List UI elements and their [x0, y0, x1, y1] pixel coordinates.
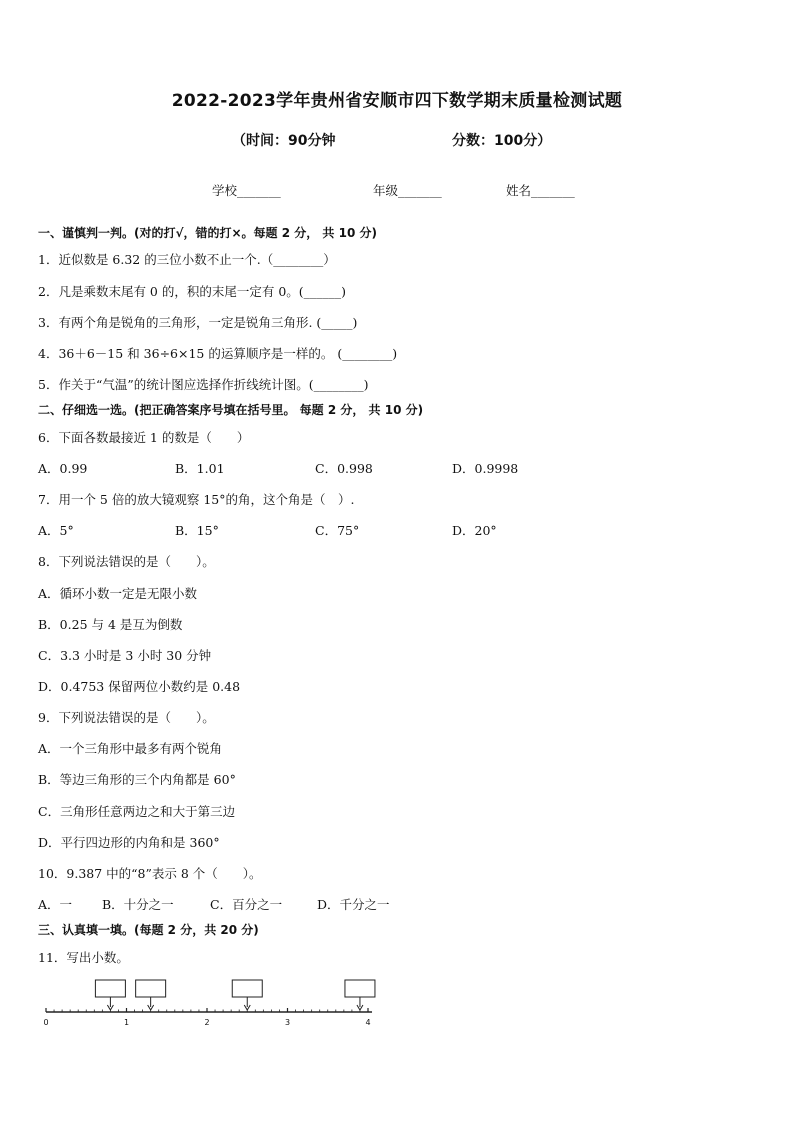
tick-label-4: 4 — [365, 1018, 371, 1027]
tick-label-1: 1 — [123, 1018, 130, 1027]
question-4: 4．36＋6－15 和 36÷6×15 的运算顺序是一样的。 (________) — [38, 346, 398, 361]
q8-option-a: A．循环小数一定是无限小数 — [38, 586, 198, 601]
q10-option-b: B．十分之一 — [102, 897, 174, 912]
q6-option-d: D．0.9998 — [452, 461, 519, 476]
exam-score: 分数：100分） — [452, 133, 552, 149]
q9-option-d: D．平行四边形的内角和是 360° — [38, 835, 220, 850]
question-9: 9．下列说法错误的是（ ）。 — [38, 710, 215, 725]
question-8: 8．下列说法错误的是（ ）。 — [38, 554, 215, 569]
name-field: 姓名_______ — [506, 183, 575, 198]
q7-option-c: C．75° — [315, 523, 360, 538]
question-5: 5．作关于“气温”的统计图应选择作折线统计图。(________) — [38, 377, 369, 392]
q7-option-a: A．5° — [38, 523, 74, 538]
exam-time: （时间：90分钟 — [232, 133, 336, 149]
q8-option-b: B．0.25 与 4 是互为倒数 — [38, 617, 183, 632]
answer-box-2 — [136, 980, 166, 997]
section1-heading: 一、谨慎判一判。(对的打√，错的打×。每题 2 分， 共 10 分) — [38, 226, 377, 240]
exam-title: 2022-2023学年贵州省安顺市四下数学期末质量检测试题 — [171, 91, 623, 111]
school-field: 学校_______ — [212, 183, 281, 198]
question-10: 10．9.387 中的“8”表示 8 个（ ）。 — [38, 866, 262, 881]
q7-option-d: D．20° — [452, 523, 497, 538]
question-7: 7．用一个 5 倍的放大镜观察 15°的角，这个角是（ ）. — [38, 492, 355, 507]
q10-option-d: D．千分之一 — [317, 897, 390, 912]
tick-label-0: 0 — [43, 1018, 49, 1027]
q6-option-a: A．0.99 — [38, 461, 88, 476]
answer-box-3 — [232, 980, 262, 997]
grade-field: 年级_______ — [373, 183, 442, 198]
q9-option-c: C．三角形任意两边之和大于第三边 — [38, 804, 236, 819]
q8-option-c: C．3.3 小时是 3 小时 30 分钟 — [38, 648, 212, 663]
q10-option-a: A．一 — [38, 897, 73, 912]
question-3: 3．有两个角是锐角的三角形，一定是锐角三角形. (_____) — [38, 315, 358, 330]
question-11: 11．写出小数。 — [38, 950, 129, 965]
answer-box-4 — [345, 980, 375, 997]
tick-label-3: 3 — [284, 1018, 291, 1027]
tick-label-2: 2 — [204, 1018, 210, 1027]
question-1: 1．近似数是 6.32 的三位小数不止一个.（________） — [38, 252, 336, 267]
q7-option-b: B．15° — [175, 523, 219, 538]
answer-box-1 — [95, 980, 125, 997]
question-6: 6．下面各数最接近 1 的数是（ ） — [38, 430, 250, 445]
q6-option-b: B．1.01 — [175, 461, 225, 476]
section2-heading: 二、仔细选一选。(把正确答案序号填在括号里。 每题 2 分， 共 10 分) — [38, 403, 424, 417]
q9-option-b: B．等边三角形的三个内角都是 60° — [38, 772, 236, 787]
q9-option-a: A．一个三角形中最多有两个锐角 — [38, 741, 223, 756]
q8-option-d: D．0.4753 保留两位小数约是 0.48 — [38, 679, 241, 694]
question-2: 2．凡是乘数末尾有 0 的，积的末尾一定有 0。(______) — [38, 284, 347, 299]
q6-option-c: C．0.998 — [315, 461, 373, 476]
section3-heading: 三、认真填一填。(每题 2 分，共 20 分) — [38, 923, 259, 937]
q10-option-c: C．百分之一 — [210, 897, 283, 912]
